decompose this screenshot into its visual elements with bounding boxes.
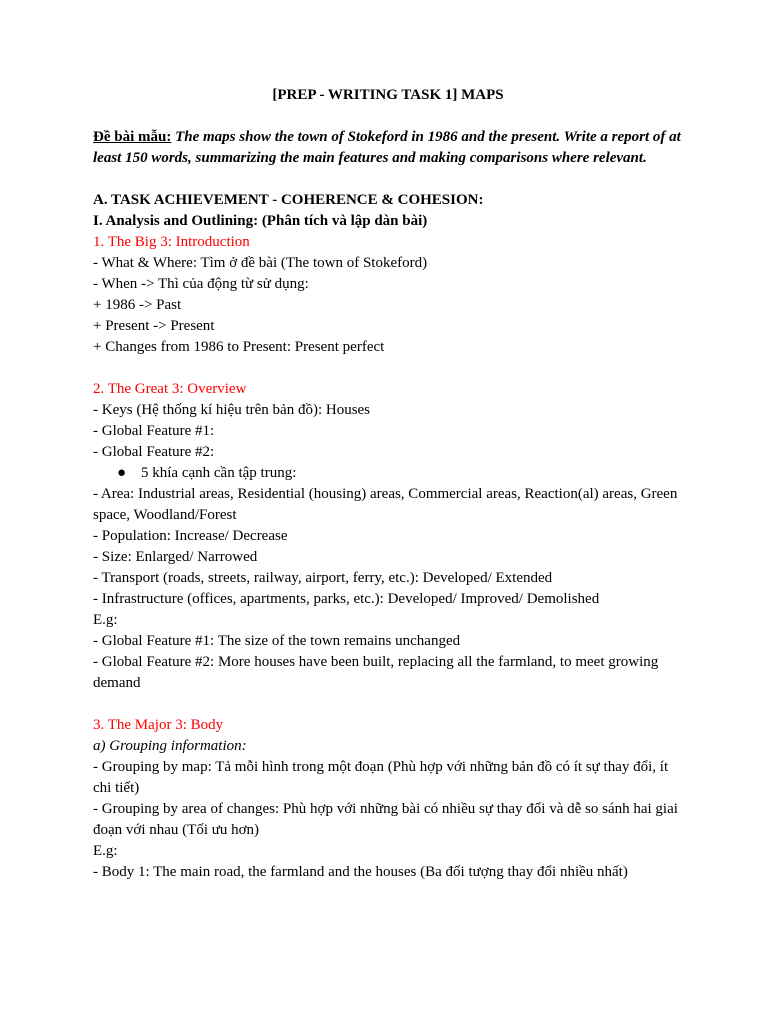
body-heading: 3. The Major 3: Body — [93, 717, 224, 733]
spacer — [93, 358, 683, 379]
body-line: - Grouping by area of changes: Phù hợp với những bài có nhiều sự thay đổi và dễ so sánh hai giai đoạn với nhau (Tối ưu hơn) — [93, 801, 678, 838]
intro-line: + Changes from 1986 to Present: Present perfect — [93, 339, 385, 355]
document-title: [PREP - WRITING TASK 1] MAPS — [272, 87, 504, 103]
overview-line: E.g: — [93, 612, 118, 628]
overview-line: - Global Feature #1: — [93, 423, 215, 439]
overview-heading: 2. The Great 3: Overview — [93, 381, 247, 397]
bullet-text: 5 khía cạnh cần tập trung: — [141, 465, 297, 481]
overview-bullet — [93, 463, 683, 484]
prompt-text: The maps show the town of Stokeford in 1986 and the present. Write a report of at least 150 words, summarizing the main features and making comparisons where relevant. — [93, 129, 681, 166]
section-a-heading: A. TASK ACHIEVEMENT - COHERENCE & COHESION: — [93, 192, 484, 208]
body-subheading: a) Grouping information: — [93, 738, 247, 754]
overview-line: - Size: Enlarged/ Narrowed — [93, 549, 258, 565]
prompt-label: Đề bài mẫu: — [93, 129, 172, 145]
bullet-dot-icon: ● — [117, 465, 127, 481]
intro-line: - What & Where: Tìm ở đề bài (The town of Stokeford) — [93, 255, 428, 271]
section-i-heading: I. Analysis and Outlining: (Phân tích và lập dàn bài) — [93, 213, 428, 229]
intro-line: + 1986 -> Past — [93, 297, 182, 313]
intro-heading: 1. The Big 3: Introduction — [93, 234, 250, 250]
overview-line: - Global Feature #2: More houses have been built, replacing all the farmland, to meet growing demand — [93, 654, 659, 691]
overview-line: - Infrastructure (offices, apartments, parks, etc.): Developed/ Improved/ Demolished — [93, 591, 600, 607]
overview-line: - Population: Increase/ Decrease — [93, 528, 288, 544]
intro-line: - When -> Thì của động từ sử dụng: — [93, 276, 309, 292]
overview-line: - Area: Industrial areas, Residential (housing) areas, Commercial areas, Reaction(al) areas, Green space, Woodland/Forest — [93, 486, 678, 523]
spacer — [93, 694, 683, 715]
overview-line: - Transport (roads, streets, railway, airport, ferry, etc.): Developed/ Extended — [93, 570, 553, 586]
intro-line: + Present -> Present — [93, 318, 215, 334]
overview-line: - Global Feature #2: — [93, 444, 215, 460]
overview-line: - Global Feature #1: The size of the town remains unchanged — [93, 633, 461, 649]
body-line: - Body 1: The main road, the farmland and the houses (Ba đối tượng thay đổi nhiều nhất) — [93, 864, 628, 880]
body-line: - Grouping by map: Tả mỗi hình trong một đoạn (Phù hợp với những bản đồ có ít sự thay đổi, ít chi tiết) — [93, 759, 669, 796]
task-prompt — [93, 127, 683, 169]
overview-line: - Keys (Hệ thống kí hiệu trên bản đồ): Houses — [93, 402, 371, 418]
document-content — [93, 85, 683, 883]
body-line: E.g: — [93, 843, 118, 859]
